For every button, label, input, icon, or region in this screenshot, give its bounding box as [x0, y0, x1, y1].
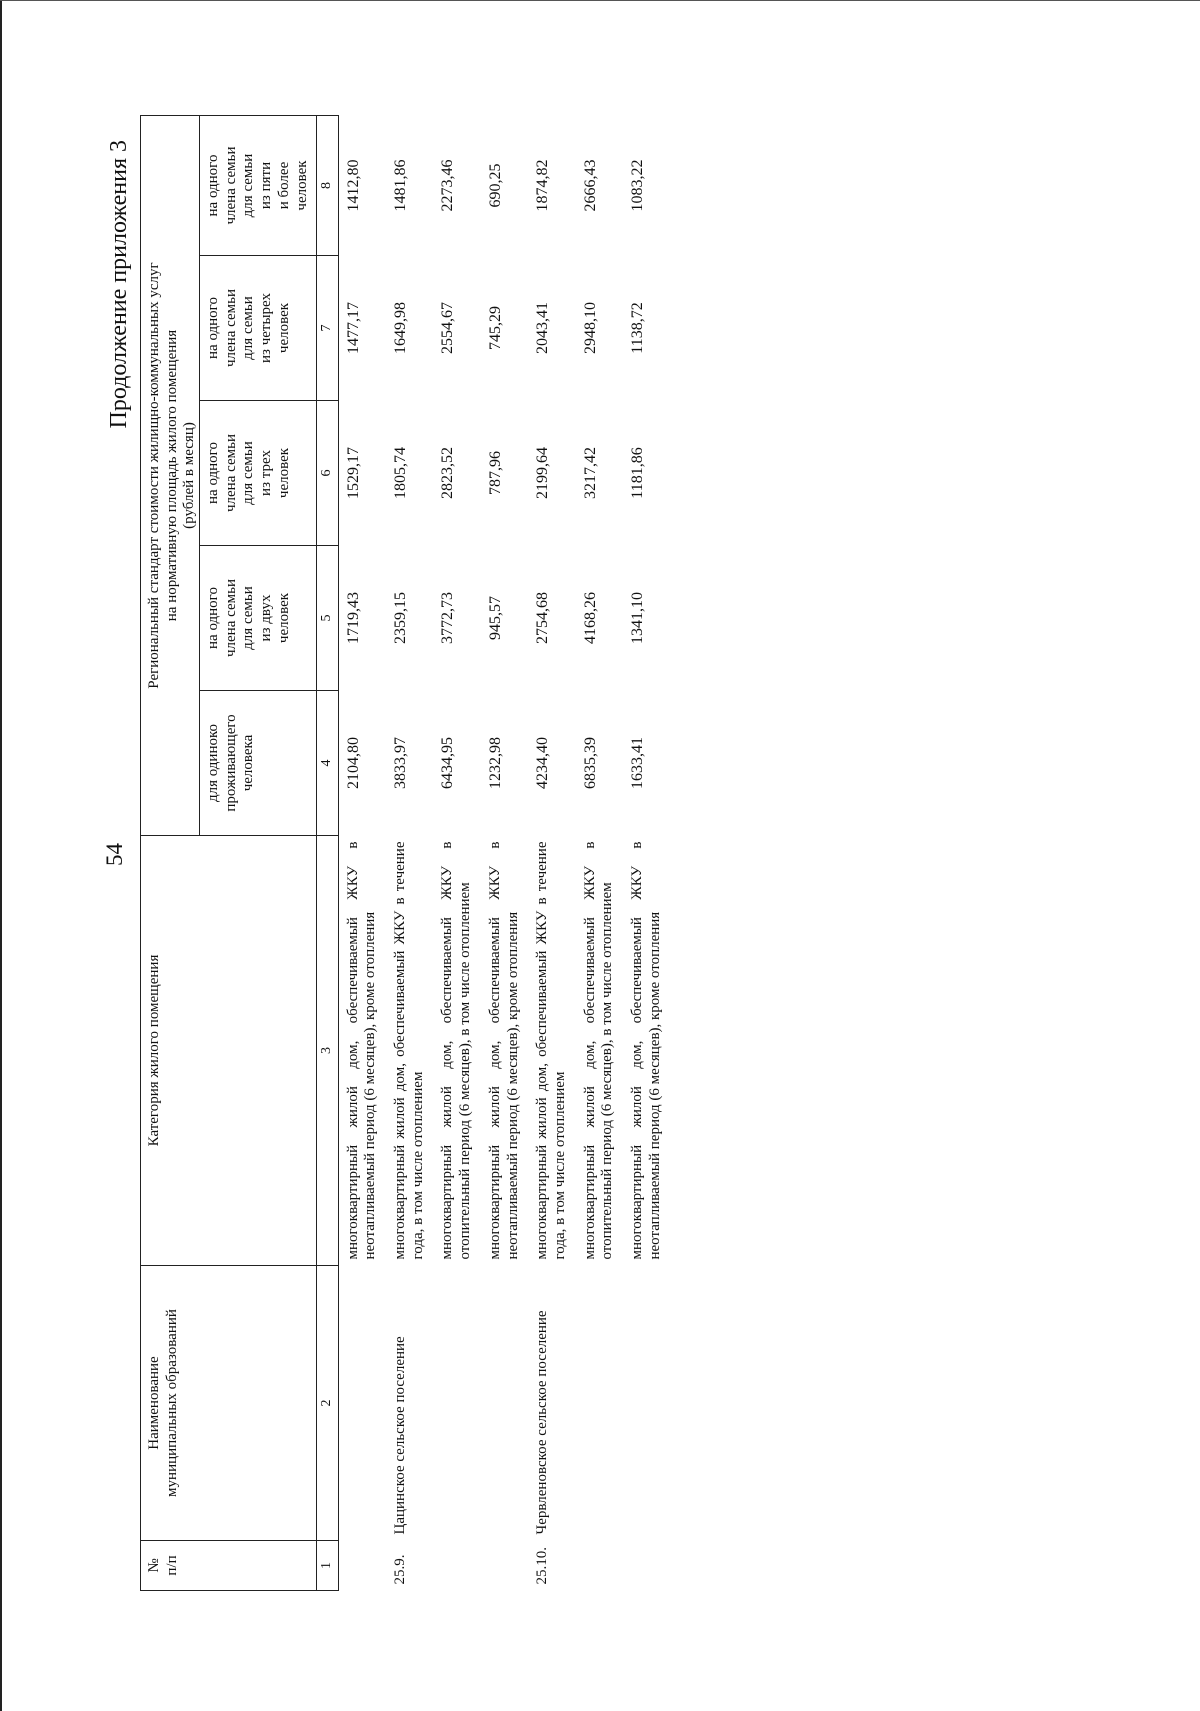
housing-cost-table	[140, 115, 670, 1591]
row-value: 2948,10	[581, 302, 599, 354]
row-category: многоквартирный жилой дом, обеспечиваемый ЖКУ в неотапливаемый период (6 месяцев), кроме отопления	[344, 841, 379, 1260]
row-value: 2104,80	[344, 737, 362, 789]
row-number	[338, 1541, 386, 1591]
row-value: 1805,74	[392, 447, 410, 499]
row-value: 3833,97	[392, 737, 410, 789]
row-value: 2666,43	[581, 159, 599, 212]
row-value: 1481,86	[392, 159, 410, 212]
row-category: многоквартирный жилой дом, обеспечиваемый ЖКУ в отопительный период (6 месяцев), в том числе отоплением	[439, 841, 474, 1260]
row-value: 1412,80	[344, 159, 362, 212]
row-value: 6434,95	[439, 737, 457, 789]
row-municipality	[433, 1266, 480, 1541]
row-value: 945,57	[486, 596, 504, 640]
table-header	[141, 116, 339, 1591]
row-number	[576, 1541, 623, 1591]
row-municipality	[576, 1266, 623, 1541]
row-number: 25.10.	[534, 1547, 551, 1585]
table-row	[623, 116, 670, 1591]
header-sub-two: на одного члена семьи для семьи из двух человек	[200, 546, 317, 691]
column-number: 6	[317, 401, 339, 546]
header-column-numbers	[317, 116, 339, 1591]
header-sub-three: на одного члена семьи для семьи из трех человек	[200, 401, 317, 546]
row-value: 4168,26	[581, 592, 599, 644]
row-value: 1633,41	[628, 737, 646, 789]
table-row	[338, 116, 386, 1591]
row-value: 1181,86	[628, 447, 646, 499]
row-value: 2823,52	[439, 447, 457, 499]
row-category: многоквартирный жилой дом, обеспечиваемый ЖКУ в неотапливаемый период (6 месяцев), кроме отопления	[628, 841, 663, 1260]
row-value: 1719,43	[344, 592, 362, 644]
row-value: 1083,22	[628, 159, 646, 212]
row-value: 745,29	[486, 306, 504, 350]
row-municipality	[623, 1266, 670, 1541]
row-number	[433, 1541, 480, 1591]
row-value: 2754,68	[534, 592, 552, 644]
row-value: 787,96	[486, 451, 504, 495]
table-row	[386, 116, 433, 1591]
row-number	[481, 1541, 528, 1591]
header-col-municipality: Наименование муниципальных образований	[141, 1266, 317, 1541]
row-value: 1874,82	[534, 159, 552, 212]
row-number: 25.9.	[392, 1554, 409, 1585]
row-value: 2359,15	[392, 592, 410, 644]
column-number: 7	[317, 256, 339, 401]
table-row	[433, 116, 480, 1591]
row-value: 1138,72	[628, 302, 646, 354]
row-municipality	[481, 1266, 528, 1541]
row-value: 1341,10	[628, 592, 646, 644]
column-number: 5	[317, 546, 339, 691]
row-value: 2199,64	[534, 447, 552, 499]
row-municipality: Цацинское сельское поселение	[392, 1336, 409, 1535]
row-number	[623, 1541, 670, 1591]
row-value: 3217,42	[581, 447, 599, 499]
row-category: многоквартирный жилой дом, обеспечиваемый ЖКУ в течение года, в том числе отоплением	[534, 841, 568, 1260]
row-municipality: Червленовское сельское поселение	[534, 1310, 551, 1535]
column-number: 1	[317, 1541, 339, 1591]
header-sub-four: на одного члена семьи для семьи из четырех человек	[200, 256, 317, 401]
header-col-category: Категория жилого помещения	[141, 836, 317, 1266]
row-value: 6835,39	[581, 737, 599, 789]
row-value: 1529,17	[344, 447, 362, 499]
row-value: 1649,98	[392, 302, 410, 354]
row-category: многоквартирный жилой дом, обеспечиваемый ЖКУ в отопительный период (6 месяцев), в том числе отоплением	[581, 841, 616, 1260]
table-row	[528, 116, 575, 1591]
header-col-number: № п/п	[141, 1541, 317, 1591]
header-sub-single: для одиноко проживающего человека	[200, 691, 317, 836]
row-value: 4234,40	[534, 737, 552, 789]
column-number: 2	[317, 1266, 339, 1541]
table-body	[338, 116, 670, 1591]
column-number: 3	[317, 836, 339, 1266]
row-value: 690,25	[486, 163, 504, 208]
table-row	[481, 116, 528, 1591]
row-value: 1477,17	[344, 302, 362, 354]
row-municipality	[338, 1266, 386, 1541]
column-number: 8	[317, 116, 339, 256]
row-value: 3772,73	[439, 592, 457, 644]
header-group-standard: Региональный стандарт стоимости жилищно-коммунальных услуг на нормативную площадь жилого помещения (рублей в месяц)	[141, 116, 200, 836]
row-value: 2273,46	[439, 159, 457, 212]
header-sub-five: на одного члена семьи для семьи из пяти и более человек	[200, 116, 317, 256]
table-row	[576, 116, 623, 1591]
row-value: 2043,41	[534, 302, 552, 354]
row-category: многоквартирный жилой дом, обеспечиваемый ЖКУ в неотапливаемый период (6 месяцев), кроме отопления	[486, 841, 521, 1260]
column-number: 4	[317, 691, 339, 836]
row-value: 2554,67	[439, 302, 457, 354]
page-number: 54	[102, 843, 127, 866]
row-value: 1232,98	[486, 737, 504, 789]
row-category: многоквартирный жилой дом, обеспечиваемый ЖКУ в течение года, в том числе отоплением	[392, 841, 426, 1260]
continuation-label: Продолжение приложения 3	[106, 140, 132, 429]
